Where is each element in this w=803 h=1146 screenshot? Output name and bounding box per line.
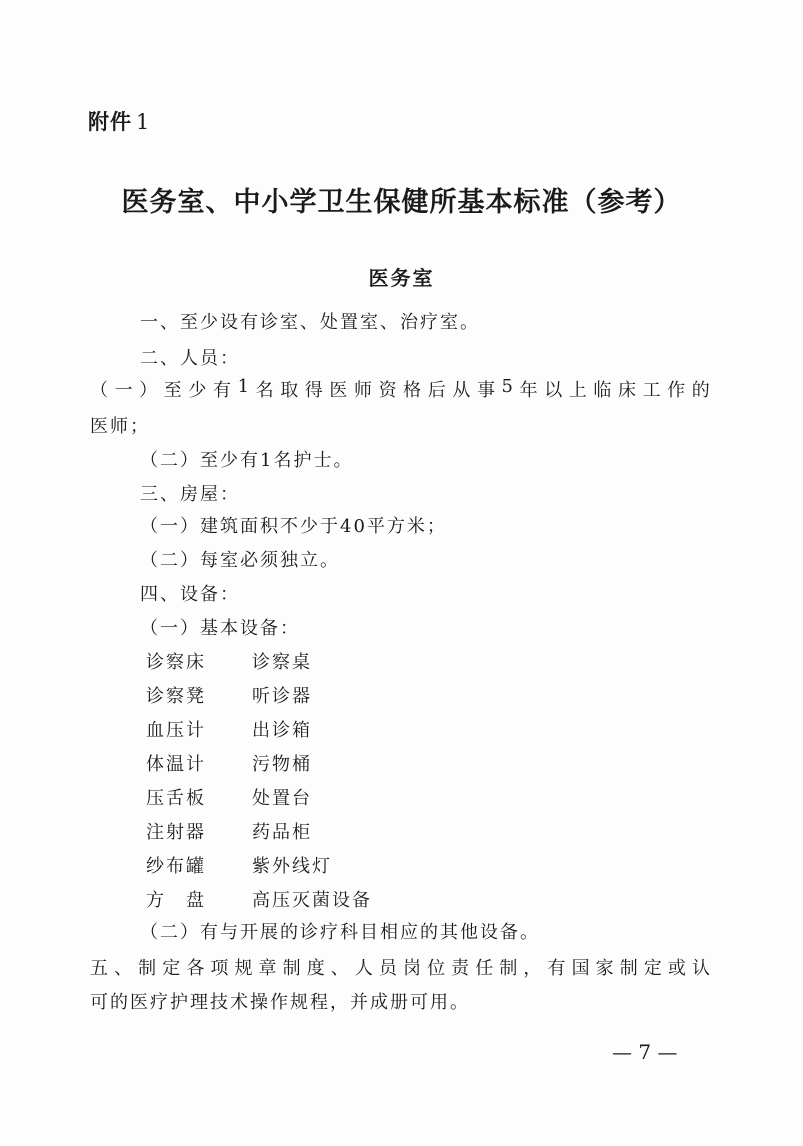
justified-char: 后 (427, 380, 446, 401)
clause-3-heading: 三、房屋： (140, 484, 240, 505)
equipment-item: 诊察床 (146, 652, 206, 673)
justified-char: 责 (451, 958, 470, 979)
page-number: — 7 — (612, 1040, 678, 1064)
justified-char: 制 (138, 958, 157, 979)
justified-char: 定 (643, 958, 662, 979)
justified-char: 员 (378, 958, 397, 979)
equipment-item: 污物桶 (252, 754, 312, 775)
justified-char: 床 (617, 380, 636, 401)
justified-char: 1 (237, 376, 250, 397)
justified-char: 资 (378, 380, 397, 401)
equipment-row (146, 682, 312, 708)
section-heading: 医务室 (368, 266, 435, 290)
justified-char: 各 (186, 958, 205, 979)
justified-char: 规 (234, 958, 253, 979)
justified-char: 有 (212, 380, 231, 401)
justified-char: 至 (163, 380, 182, 401)
equipment-item: 高压灭菌设备 (252, 890, 372, 911)
justified-char: 得 (304, 380, 323, 401)
justified-char: 医 (329, 380, 348, 401)
justified-char: 有 (547, 958, 566, 979)
justified-char: 章 (258, 958, 277, 979)
justified-char: 取 (280, 380, 299, 401)
equipment-item: 纱布罐 (146, 856, 206, 877)
equipment-item: 诊察凳 (146, 686, 206, 707)
justified-char: 事 (476, 380, 495, 401)
justified-char: 一 (114, 380, 133, 401)
justified-char: 、 (330, 958, 349, 979)
equipment-row (146, 648, 312, 674)
document-title: 医务室、中小学卫生保健所基本标准（参考） (121, 187, 682, 218)
clause-4-item-2: （二）有与开展的诊疗科目相应的其他设备。 (140, 922, 540, 943)
equipment-item: 注射器 (146, 822, 206, 843)
justified-char: 、 (114, 958, 133, 979)
justified-char: 以 (544, 380, 563, 401)
justified-char: （ (90, 380, 108, 401)
justified-char: 岗 (403, 958, 422, 979)
justified-char: 或 (667, 958, 686, 979)
justified-char: 5 (501, 376, 513, 397)
equipment-item: 处置台 (252, 788, 312, 809)
justified-char: 人 (354, 958, 373, 979)
equipment-row (146, 886, 372, 912)
equipment-item: 药品柜 (252, 822, 312, 843)
clause-2-item-2: （二）至少有1名护士。 (140, 450, 354, 471)
equipment-row (146, 784, 312, 810)
clause-4-heading: 四、设备： (140, 584, 240, 605)
justified-char: 的 (691, 380, 710, 401)
justified-char: 师 (353, 380, 372, 401)
equipment-row (146, 750, 312, 776)
justified-char: 国 (571, 958, 590, 979)
equipment-item: 听诊器 (252, 686, 312, 707)
justified-char: 从 (452, 380, 471, 401)
justified-char: 制 (619, 958, 638, 979)
justified-char: 位 (427, 958, 446, 979)
justified-char: 家 (595, 958, 614, 979)
clause-4-item-1: （一）基本设备： (140, 618, 300, 639)
justified-char: 作 (667, 380, 686, 401)
justified-char: 名 (255, 380, 274, 401)
justified-char: ， (523, 958, 542, 979)
clause-5-line-2: 可的医疗护理技术操作规程，并成册可用。 (90, 992, 470, 1013)
justified-char: 临 (593, 380, 612, 401)
justified-char: 工 (642, 380, 661, 401)
justified-char: 定 (162, 958, 181, 979)
equipment-row (146, 818, 312, 844)
justified-char: 上 (568, 380, 587, 401)
justified-char: 制 (282, 958, 301, 979)
equipment-item: 诊察桌 (252, 652, 312, 673)
equipment-item: 方 盘 (146, 890, 206, 911)
attachment-label (88, 106, 150, 136)
clause-2-item-1-line-1 (90, 376, 710, 402)
clause-3-item-2: （二）每室必须独立。 (140, 550, 340, 571)
equipment-row (146, 852, 332, 878)
clause-5-line-1 (90, 954, 710, 980)
equipment-row (146, 716, 312, 742)
clause-1: 一、至少设有诊室、处置室、治疗室。 (140, 312, 480, 333)
justified-char: ） (139, 380, 158, 401)
attachment-text: 附件 (88, 110, 132, 134)
equipment-item: 出诊箱 (252, 720, 312, 741)
justified-char: 制 (499, 958, 518, 979)
equipment-item: 紫外线灯 (252, 856, 332, 877)
attachment-number: 1 (136, 110, 151, 134)
justified-char: 度 (306, 958, 325, 979)
justified-char: 少 (188, 380, 207, 401)
justified-char: 年 (519, 380, 538, 401)
equipment-item: 压舌板 (146, 788, 206, 809)
equipment-item: 血压计 (146, 720, 206, 741)
justified-char: 认 (691, 958, 710, 979)
justified-char: 格 (403, 380, 422, 401)
justified-char: 五 (90, 958, 108, 979)
clause-2-item-1-line-2: 医师； (90, 416, 150, 437)
justified-char: 任 (475, 958, 494, 979)
justified-char: 项 (210, 958, 229, 979)
equipment-item: 体温计 (146, 754, 206, 775)
clause-2-heading: 二、人员： (140, 348, 240, 369)
clause-3-item-1: （一）建筑面积不少于40平方米； (140, 516, 447, 537)
